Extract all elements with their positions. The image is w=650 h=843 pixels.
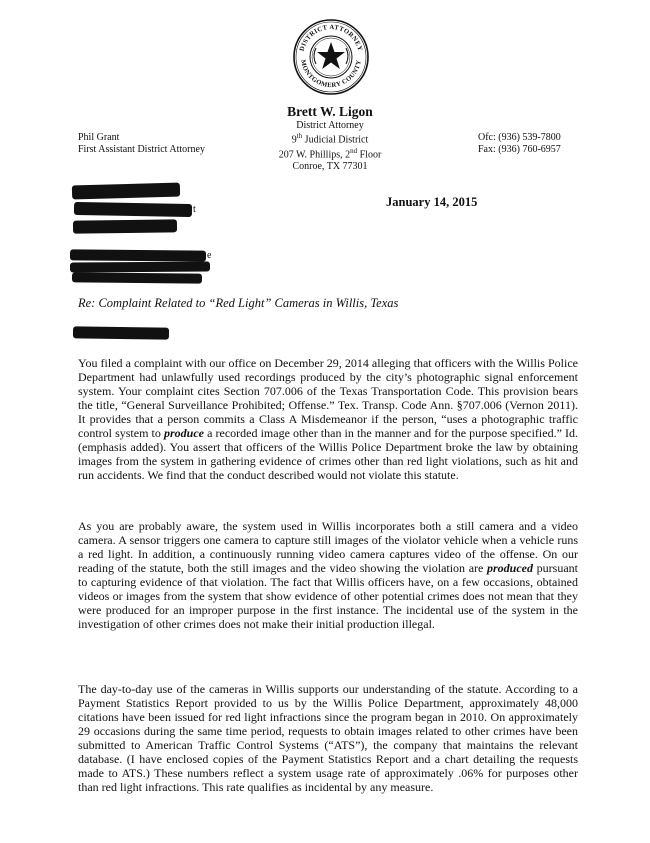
redaction-bar xyxy=(73,219,177,233)
office-address: 207 W. Phillips, 2nd Floor xyxy=(278,146,382,161)
redaction-stub: e xyxy=(207,250,212,261)
letterhead-left xyxy=(78,132,205,155)
redaction-bar xyxy=(70,262,210,273)
district-attorney-seal xyxy=(292,18,370,96)
redaction-bar xyxy=(70,249,206,261)
redaction-bar xyxy=(73,326,169,339)
redaction-bar xyxy=(72,272,202,283)
letterhead-center xyxy=(225,106,435,172)
first-assistant-title: First Assistant District Attorney xyxy=(78,143,205,155)
subject-line: Re: Complaint Related to “Red Light” Cameras in Willis, Texas xyxy=(78,296,399,310)
redaction-bar xyxy=(74,202,192,217)
first-assistant-name: Phil Grant xyxy=(78,132,120,143)
da-title: District Attorney xyxy=(296,119,364,131)
seal-text-bottom: MONTGOMERY COUNTY xyxy=(299,59,363,90)
body-paragraph-1: You filed a complaint with our office on December 29, 2014 alleging that officers with the Willis Police Department had unlawfully used recordings produced by the city’s photographic signal enforcement system. Your complaint cites Section 707.006 of the Texas Transportation Code. This provision bears the title, “General Surveillance Prohibited; Offense.” Tex. Transp. Code Ann. §707.006 (Vernon 2011). It provides that a person commits a Class A Misdemeanor if the person, “uses a photographic traffic control system to produce a recorded image other than in the manner and for the purpose specified.” Id. (emphasis added). You assert that officers of the Willis Police Department broke the law by obtaining images from the system in gathering evidence of crimes other than red light violations, such as hit and run accidents. We find that the conduct described would not violate this statute. xyxy=(78,356,578,482)
body-paragraph-3: The day-to-day use of the cameras in Willis supports our understanding of the statute. According to a Payment Statistics Report provided to us by the Willis Police Department, approximately 48,000 citations have been issued for red light infractions since the program began in 2010. On approximately 29 occasions during the same time period, requests to obtain images related to other crimes have been submitted to American Traffic Control Systems (“ATS”), the company that maintains the relevant database. (I have enclosed copies of the Payment Statistics Report and a chart detailing the requests made to ATS.) These numbers reflect a system usage rate of approximately .06% for purposes other than red light infractions. This rate qualifies as incidental by any measure. xyxy=(78,682,578,794)
body-paragraph-2: As you are probably aware, the system used in Willis incorporates both a still camera and a video camera. A sensor triggers one camera to capture still images of the violator vehicle when a vehicle runs a red light. In addition, a continuously running video camera captures video of the offense. On our reading of the statute, both the still images and the video showing the violation are produced pursuant to capturing evidence of that violation. The fact that Willis officers have, on a few occasions, obtained videos or images from the system that show evidence of other potential crimes does not mean that they were produced for an improper purpose in the first instance. The incidental use of the system in the investigation of other crimes does not make their initial production illegal. xyxy=(78,519,578,631)
star-icon xyxy=(317,42,345,69)
svg-text:MONTGOMERY COUNTY xyxy=(299,59,363,89)
letter-date: January 14, 2015 xyxy=(386,195,478,209)
fax-number: Fax: (936) 760-6957 xyxy=(478,143,561,155)
da-name: Brett W. Ligon xyxy=(287,104,373,119)
office-phone: Ofc: (936) 539-7800 xyxy=(478,132,561,143)
redaction-bar xyxy=(72,183,180,200)
office-city: Conroe, TX 77301 xyxy=(292,160,368,172)
seal-text-top: DISTRICT ATTORNEY xyxy=(298,23,364,53)
judicial-district: 9th Judicial District xyxy=(291,132,369,146)
redaction-stub: t xyxy=(193,204,196,215)
letterhead-right xyxy=(478,132,561,155)
